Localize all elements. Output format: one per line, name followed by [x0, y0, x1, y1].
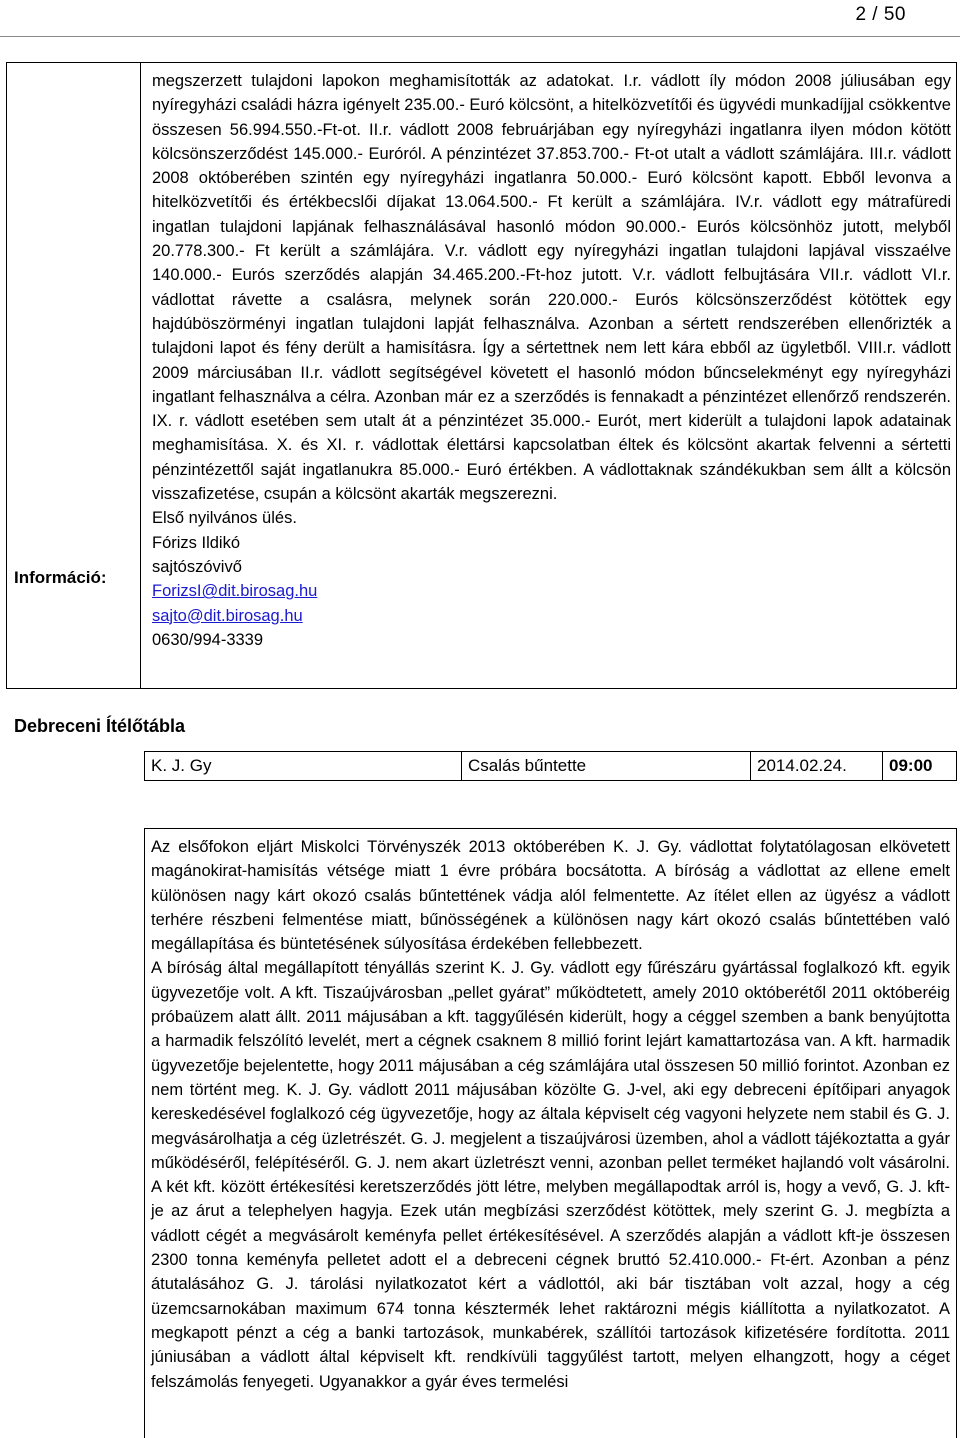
charge-cell: Csalás bűntette — [461, 752, 750, 780]
page-number: 2 / 50 — [855, 4, 906, 25]
date-cell: 2014.02.24. — [750, 752, 882, 780]
case1-paragraph: megszerzett tulajdoni lapokon meghamisították az adatokat. I.r. vádlott íly módon 2008 júliusában egy nyíregyházi családi házra igényelt 235.00.- Euró kölcsönt, a hitelközvetítői és ügyvédi munkadíjjal csökkentve összesen 56.994.550.-Ft-ot. II.r. vádlott 2008 februárjában egy nyíregyházi ingatlanra ilyen módon kötött kölcsönszerződést 145.000.- Euróról. A pénzintézet 37.853.700.- Ft-ot utalt a vádlott számlájára. III.r. vádlott 2008 októberében szintén egy nyíregyházi ingatlanra 50.000.- Euró kölcsönt kapott. Ebből levonva a hitelközvetítői és értékbecslői díjakat 13.064.500.- Ft került a számlájára. IV.r. vádlott egy mátrafüredi ingatlan tulajdoni lapjának felhasználásával hasonló módon 90.000.- Eurós kölcsönhöz jutott, melyből 20.778.300.- Ft került a számlájára. V.r. vádlott egy nyíregyházi ingatlan tulajdoni lapjával visszaélve 140.000.- Eurós szerződés alapján 34.465.200.-Ft-hoz jutott. V.r. vádlott felbujtására VII.r. vádlott VI.r. vádlottat rávette a csalásra, melynek során 220.000.- Eurós kölcsönszerződést kötöttek egy hajdúböszörményi ingatlan tulajdoni lapját felhasználva. Azonban a sértett rendszerében ellenőrizték a tulajdoni lapot és fény derült a hamisításra. Így a sértettnek nem lett kára ebből az ügyletből. VIII.r. vádlott 2009 márciusában II.r. vádlott segítségével követett el hasonló módon bűncselekményt egy nyíregyházi ingatlant felhasználva a célra. Azonban már ez a szerződés is fennakadt a pénzintézet ellenőrző rendszerén. IX. r. vádlott esetében sem utalt át a pénzintézet 35.000.- Eurót, mert kiderült a tulajdoni lapok adatainak meghamisítása. X. és XI. r. vádlottak élettársi kapcsolatban éltek és kölcsönt akartak felvenni a sértetti pénzintézettől saját ingatlanukra 85.000.- Euró értékben. A vádlottaknak szándékukban sem állt a kölcsön visszafizetése, csupán a kölcsönt akarták megszerezni. — [152, 72, 951, 504]
contact-email-link[interactable]: ForizsI@dit.birosag.hu — [152, 582, 318, 601]
info-label: Információ: — [14, 568, 107, 587]
press-email-link[interactable]: sajto@dit.birosag.hu — [152, 606, 303, 625]
time-cell: 09:00 — [882, 752, 956, 780]
contact-phone: 0630/994-3339 — [152, 630, 264, 649]
header-rule — [0, 36, 960, 37]
case2-paragraph-1: Az elsőfokon eljárt Miskolci Törvényszék 2013 októberében K. J. Gy. vádlottat folytatólagosan elkövetett magánokirat-hamisítás vétsége miatt 1 évre próbára bocsátotta. A bíróság a vádlottat az ellene emelt különösen nagy kárt okozó csalás bűntettének vádja alól felmentette. Az ítélet ellen az ügyész a vádlott terhére részbeni felmentése miatt, bűnösségének a különösen nagy kárt okozó csalás bűntettében való megállapítása és büntetésének súlyosítása érdekében fellebbezett. — [151, 838, 950, 954]
case2-details-box — [144, 828, 957, 1438]
hearing-note: Első nyilvános ülés. — [152, 509, 297, 528]
case2-paragraph-2: A bíróság által megállapított tényállás szerint K. J. Gy. vádlott egy fűrészáru gyártással foglalkozó kft. egyik ügyvezetője volt. A kft. Tiszaújvárosban „pellet gyárat” működtetett, amely 2010 októberétől 2011 októberéig próbaüzem alatt állt. 2011 májusában a kft. taggyűlésén kiderült, hogy a céggel szemben a bank benyújtotta a harmadik felszólító levelét, mert a cégnek csaknem 8 millió forint lejárt kamattartozása van. A kft. harmadik ügyvezetője bejelentette, hogy 2011 májusában a cég számlájára utal összesen 50 millió forintot. Azonban ez nem történt meg. K. J. Gy. vádlott 2011 májusában közölte G. J-vel, aki egy debreceni építőipari anyagok kereskedésével foglalkozó cég ügyvezetője, hogy az általa képviselt cég vagyoni helyzete nem stabil és G. J. megvásárolhatja a cég üzletrészét. G. J. megjelent a tiszaújvárosi üzemben, ahol a vádlott tájékoztatta a gyár működéséről, felépítéséről. G. J. nem akart üzletrészt venni, azonban pellet terméket hajlandó volt vásárolni. A két kft. között értékesítési keretszerződés jött létre, melyben megállapodtak arról is, hogy a vevő, G. J. kft-je az árut a telephelyen hagyja. Ezek után megbízási szerződést kötöttek, mely szerint G. J. megbízta a vádlott cégét a megvásárolt keményfa pellet értékesítésével. A szerződés alapján a vádlott kft-je összesen 2300 tonna keményfa pelletet adott el a debreceni cégnek bruttó 52.410.000.- Ft-ért. Azonban a pénz átutalásához G. J. tárolási nyilatkozatot kért a vádlottól, aki bár tisztában volt azzal, hogy a cég üzemcsarnokában maximum 674 tonna késztermék lehet raktározni mégis kiállította a nyilatkozatot. A megkapott pénzt a cég a banki tartozások, munkabérek, szállítói tartozások kifizetésére fordította. 2011 júniusában a vádlott által képviselt kft. rendkívüli taggyűlést tartott, melyen elhangzott, hogy a céget felszámolás fenyegeti. Ugyanakkor a gyár éves termelési — [151, 959, 950, 1391]
case1-table — [6, 62, 957, 689]
case2-content — [151, 835, 950, 1394]
defendant-cell: K. J. Gy — [151, 756, 212, 775]
court-heading: Debreceni Ítélőtábla — [14, 716, 186, 736]
column-divider — [140, 63, 141, 688]
contact-name: Fórizs Ildikó — [152, 533, 241, 552]
contact-role: sajtószóvivő — [152, 557, 242, 576]
case2-header-row — [144, 751, 957, 781]
case1-content — [152, 69, 951, 652]
